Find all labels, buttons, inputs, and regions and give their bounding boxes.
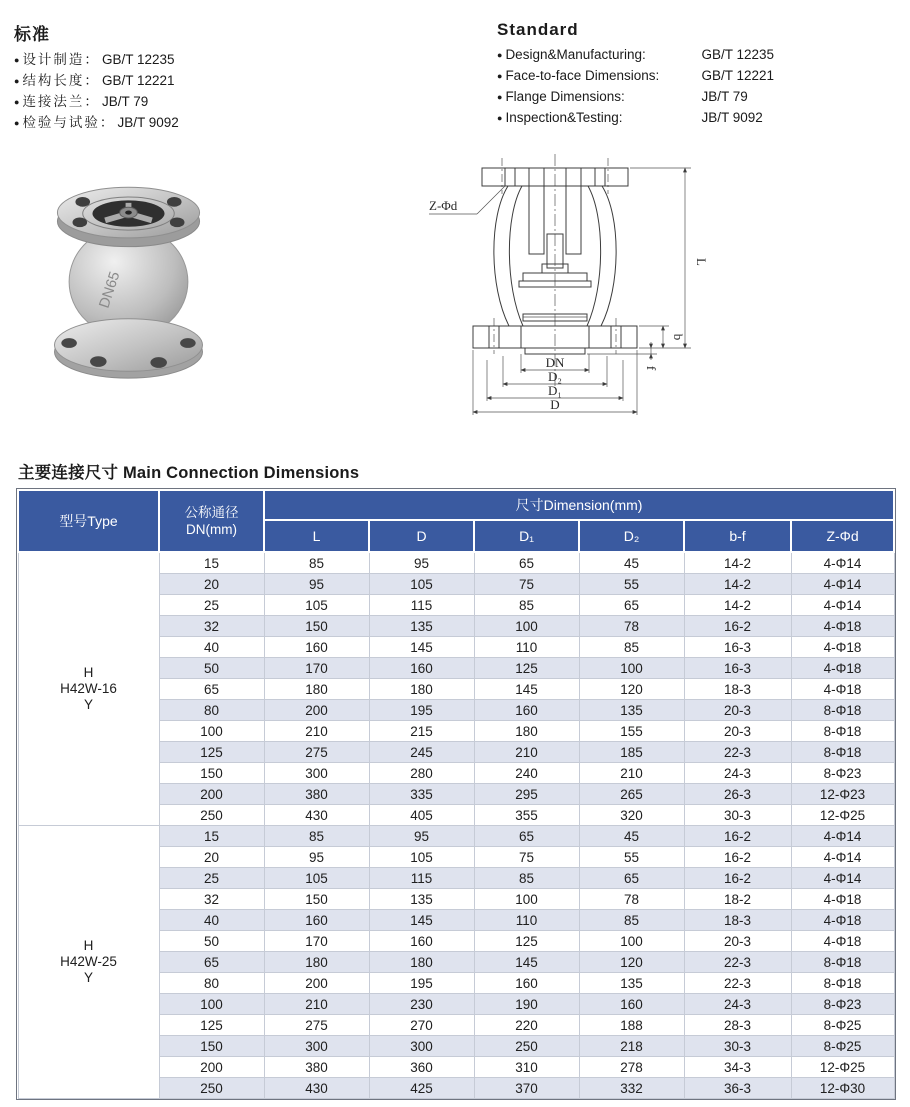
column-header-b-f: b-f	[684, 520, 791, 552]
column-header-z-d: Z-Φd	[791, 520, 894, 552]
bolt-hole	[61, 338, 77, 348]
dimension-cell: 125	[474, 658, 579, 679]
dimension-cell: 160	[369, 658, 474, 679]
dimension-cell: 135	[579, 700, 684, 721]
dimension-cell: 28-3	[684, 1015, 791, 1036]
dimension-cell: 360	[369, 1057, 474, 1078]
standard-cn-item-label: 检验与试验：	[22, 115, 116, 130]
dimension-cell: 45	[579, 552, 684, 574]
bolt-hole	[90, 356, 107, 367]
dimension-cell: 300	[264, 1036, 369, 1057]
dimension-cell: 4-Φ18	[791, 679, 894, 700]
column-header-l: L	[264, 520, 369, 552]
dimension-cell: 188	[579, 1015, 684, 1036]
column-header-d: D	[369, 520, 474, 552]
model-cell	[18, 826, 159, 1099]
dn-cell: 65	[159, 679, 264, 700]
dimension-cell: 120	[579, 679, 684, 700]
dimension-cell: 22-3	[684, 952, 791, 973]
dn-cell: 32	[159, 889, 264, 910]
dn-cell: 25	[159, 868, 264, 889]
dimension-cell: 430	[264, 805, 369, 826]
dimension-cell: 210	[474, 742, 579, 763]
dimension-cell: 16-3	[684, 658, 791, 679]
dimension-cell: 75	[474, 574, 579, 595]
dimension-cell: 125	[474, 931, 579, 952]
model-line: H42W-25	[60, 954, 117, 969]
dimension-cell: 180	[264, 952, 369, 973]
dimension-cell: 85	[474, 595, 579, 616]
dn-cell: 125	[159, 1015, 264, 1036]
dimension-cell: 145	[474, 952, 579, 973]
dimension-cell: 95	[369, 826, 474, 847]
dimension-cell: 65	[579, 868, 684, 889]
dimension-b	[639, 326, 686, 348]
column-header-dn	[159, 490, 264, 552]
dimension-cell: 26-3	[684, 784, 791, 805]
dimension-cell: 18-3	[684, 910, 791, 931]
dim-label-DN: DN	[545, 355, 565, 370]
table-row	[18, 826, 894, 847]
dn-cell: 80	[159, 700, 264, 721]
dimension-cell: 278	[579, 1057, 684, 1078]
dimension-cell: 4-Φ14	[791, 826, 894, 847]
bolt-hole	[167, 197, 182, 207]
dimension-cell: 12-Φ30	[791, 1078, 894, 1099]
dimension-cell: 85	[579, 910, 684, 931]
dn-cell: 25	[159, 595, 264, 616]
bullet-icon: ●	[497, 50, 503, 60]
dimension-cell: 240	[474, 763, 579, 784]
dimension-cell: 95	[369, 552, 474, 574]
dimension-cell: 14-2	[684, 595, 791, 616]
dimension-cell: 135	[579, 973, 684, 994]
standard-en-item-label: Face-to-face Dimensions:	[505, 68, 660, 83]
dn-cell: 125	[159, 742, 264, 763]
standards-cn-list	[14, 50, 454, 134]
dimension-cell: 245	[369, 742, 474, 763]
standard-en-item-value: GB/T 12235	[701, 47, 774, 62]
dimension-cell: 105	[264, 868, 369, 889]
bolt-hole	[170, 217, 185, 227]
dimension-cell: 110	[474, 637, 579, 658]
dimension-cell: 100	[474, 616, 579, 637]
dimension-cell: 310	[474, 1057, 579, 1078]
dimension-cell: 8-Φ18	[791, 952, 894, 973]
standard-cn-item	[14, 50, 454, 71]
dimension-cell: 115	[369, 868, 474, 889]
bullet-icon: ●	[14, 55, 20, 65]
dimension-cell: 190	[474, 994, 579, 1015]
bullet-icon: ●	[497, 92, 503, 102]
dimension-cell: 24-3	[684, 763, 791, 784]
bolt-hole	[180, 338, 196, 348]
dimension-cell: 12-Φ25	[791, 1057, 894, 1078]
dim-label-D1: D₁	[548, 383, 562, 398]
dimension-cell: 4-Φ18	[791, 637, 894, 658]
standard-en-item-label: Inspection&Testing:	[505, 110, 623, 125]
bolt-hole	[73, 217, 88, 227]
dimension-cell: 18-2	[684, 889, 791, 910]
dimension-cell: 370	[474, 1078, 579, 1099]
standard-en-item-label: Design&Manufacturing:	[505, 47, 646, 62]
dimension-cell: 78	[579, 889, 684, 910]
dimension-cell: 4-Φ18	[791, 616, 894, 637]
dimension-cell: 16-2	[684, 868, 791, 889]
dimension-cell: 34-3	[684, 1057, 791, 1078]
dimension-cell: 55	[579, 574, 684, 595]
dimension-cell: 8-Φ25	[791, 1036, 894, 1057]
dimension-cell: 4-Φ14	[791, 574, 894, 595]
dim-label-D2: D₂	[548, 369, 562, 384]
dimension-cell: 95	[264, 847, 369, 868]
dimension-cell: 22-3	[684, 742, 791, 763]
dn-cell: 20	[159, 574, 264, 595]
dimension-cell: 75	[474, 847, 579, 868]
standard-en-item-value: GB/T 12221	[701, 68, 774, 83]
dimension-cell: 215	[369, 721, 474, 742]
standard-cn-item-value: JB/T 9092	[117, 115, 179, 130]
dimension-cell: 100	[579, 931, 684, 952]
standard-cn-item-label: 结构长度：	[22, 73, 100, 88]
dimension-cell: 20-3	[684, 721, 791, 742]
dimension-cell: 8-Φ18	[791, 700, 894, 721]
dimension-cell: 95	[264, 574, 369, 595]
standard-en-item	[497, 66, 897, 87]
dimension-cell: 275	[264, 1015, 369, 1036]
dimension-cell: 30-3	[684, 805, 791, 826]
bolt-dimension-callout	[429, 186, 505, 214]
dimension-cell: 265	[579, 784, 684, 805]
dimension-cell: 85	[474, 868, 579, 889]
dn-cell: 250	[159, 805, 264, 826]
dimension-cell: 180	[474, 721, 579, 742]
bolt-hole	[75, 197, 90, 207]
dimension-cell: 16-2	[684, 847, 791, 868]
dn-cell: 15	[159, 552, 264, 574]
bullet-icon: ●	[497, 71, 503, 81]
dimension-cell: 210	[579, 763, 684, 784]
dn-cell: 32	[159, 616, 264, 637]
dimension-cell: 185	[579, 742, 684, 763]
dimension-cell: 300	[264, 763, 369, 784]
dimension-cell: 115	[369, 595, 474, 616]
model-line: H	[83, 938, 94, 953]
model-line: H42W-16	[60, 681, 117, 696]
dn-cell: 250	[159, 1078, 264, 1099]
dimension-cell: 160	[369, 931, 474, 952]
dimension-cell: 170	[264, 658, 369, 679]
dimension-cell: 4-Φ14	[791, 868, 894, 889]
dimension-cell: 24-3	[684, 994, 791, 1015]
standards-en-title: Standard	[497, 20, 579, 39]
dn-cell: 80	[159, 973, 264, 994]
dn-header-line2: DN(mm)	[186, 522, 237, 537]
dim-label-b: b	[671, 333, 686, 341]
dimension-cell: 55	[579, 847, 684, 868]
dimension-cell: 180	[369, 952, 474, 973]
column-header-type: 型号Type	[18, 490, 159, 552]
dimension-cell: 170	[264, 931, 369, 952]
dimension-cell: 14-2	[684, 552, 791, 574]
dimension-cell: 195	[369, 973, 474, 994]
dn-cell: 40	[159, 910, 264, 931]
dimension-cell: 105	[369, 574, 474, 595]
dimension-cell: 8-Φ18	[791, 721, 894, 742]
standard-cn-item	[14, 92, 454, 113]
dimension-cell: 180	[369, 679, 474, 700]
dimension-cell: 145	[369, 910, 474, 931]
dimension-cell: 65	[579, 595, 684, 616]
bullet-icon: ●	[14, 118, 20, 128]
dn-header-line1: 公称通径	[184, 505, 239, 520]
dimension-cell: 12-Φ25	[791, 805, 894, 826]
dimension-cell: 230	[369, 994, 474, 1015]
dimension-cell: 16-3	[684, 637, 791, 658]
dim-label-f: f	[644, 365, 659, 371]
dimension-cell: 145	[369, 637, 474, 658]
dimension-cell: 135	[369, 616, 474, 637]
dimension-cell: 4-Φ14	[791, 552, 894, 574]
standard-en-item-value: JB/T 9092	[701, 110, 763, 125]
main-connection-dimensions-table	[17, 489, 895, 1099]
dimension-cell: 65	[474, 552, 579, 574]
dimension-L	[630, 168, 709, 348]
dimension-cell: 8-Φ18	[791, 973, 894, 994]
dimension-cell: 100	[579, 658, 684, 679]
standard-cn-item-label: 连接法兰：	[22, 94, 100, 109]
dimension-cell: 295	[474, 784, 579, 805]
standards-section-en	[497, 20, 897, 129]
dn-cell: 200	[159, 784, 264, 805]
standard-cn-item-value: GB/T 12235	[101, 52, 175, 67]
dimension-cell: 22-3	[684, 973, 791, 994]
dimension-cell: 160	[264, 637, 369, 658]
dimension-cell: 150	[264, 889, 369, 910]
bullet-icon: ●	[14, 97, 20, 107]
dimension-cell: 36-3	[684, 1078, 791, 1099]
dimension-cell: 200	[264, 700, 369, 721]
dimension-cell: 4-Φ14	[791, 847, 894, 868]
standard-en-item	[497, 108, 897, 129]
dimension-cell: 8-Φ23	[791, 994, 894, 1015]
dimension-cell: 280	[369, 763, 474, 784]
dimension-cell: 220	[474, 1015, 579, 1036]
dimension-cell: 20-3	[684, 931, 791, 952]
dimension-cell: 4-Φ18	[791, 910, 894, 931]
dn-cell: 200	[159, 1057, 264, 1078]
dimension-cell: 200	[264, 973, 369, 994]
dimension-cell: 105	[264, 595, 369, 616]
dimension-cell: 110	[474, 910, 579, 931]
standards-cn-title: 标准	[14, 25, 50, 44]
valve-photo-image	[36, 160, 221, 382]
dn-cell: 50	[159, 658, 264, 679]
dimension-cell: 160	[264, 910, 369, 931]
dimension-cell: 20-3	[684, 700, 791, 721]
standard-cn-item	[14, 113, 454, 134]
dimension-cell: 100	[474, 889, 579, 910]
dimension-cell: 105	[369, 847, 474, 868]
dimension-cell: 425	[369, 1078, 474, 1099]
standard-en-item-value: JB/T 79	[701, 89, 748, 104]
model-cell	[18, 552, 159, 826]
dimension-cell: 8-Φ18	[791, 742, 894, 763]
dn-cell: 15	[159, 826, 264, 847]
dimension-cell: 218	[579, 1036, 684, 1057]
column-header-d-: D₂	[579, 520, 684, 552]
valve-top-flange	[57, 187, 199, 246]
dimension-cell: 180	[264, 679, 369, 700]
dimension-cell: 85	[264, 552, 369, 574]
dimension-cell: 430	[264, 1078, 369, 1099]
dimension-cell: 320	[579, 805, 684, 826]
standard-en-item	[497, 45, 897, 66]
dimension-cell: 4-Φ14	[791, 595, 894, 616]
dimension-cell: 8-Φ23	[791, 763, 894, 784]
dim-label-z-phi-d: Z-Φd	[429, 198, 458, 213]
dimension-cell: 65	[474, 826, 579, 847]
dimension-cell: 405	[369, 805, 474, 826]
standard-en-item-label: Flange Dimensions:	[505, 89, 625, 104]
dimension-cell: 30-3	[684, 1036, 791, 1057]
dimension-cell: 4-Φ18	[791, 931, 894, 952]
dimension-cell: 16-2	[684, 826, 791, 847]
dim-label-L: L	[694, 258, 709, 266]
dimension-cell: 12-Φ23	[791, 784, 894, 805]
model-line: Y	[83, 970, 93, 985]
dimension-cell: 8-Φ25	[791, 1015, 894, 1036]
dimension-cell: 250	[474, 1036, 579, 1057]
dimension-cell: 160	[579, 994, 684, 1015]
dimension-cell: 4-Φ18	[791, 889, 894, 910]
dimension-cell: 16-2	[684, 616, 791, 637]
dimension-cell: 275	[264, 742, 369, 763]
dimension-cell: 120	[579, 952, 684, 973]
dimension-cell: 135	[369, 889, 474, 910]
dn-cell: 65	[159, 952, 264, 973]
dimension-cell: 380	[264, 784, 369, 805]
dn-cell: 100	[159, 994, 264, 1015]
standards-section-cn	[14, 20, 454, 134]
dimension-cell: 335	[369, 784, 474, 805]
standard-cn-item-label: 设计制造：	[22, 52, 100, 67]
dimension-cell: 18-3	[684, 679, 791, 700]
dimension-cell: 332	[579, 1078, 684, 1099]
table-title: 主要连接尺寸 Main Connection Dimensions	[18, 464, 360, 482]
model-line: H	[83, 665, 94, 680]
bullet-icon: ●	[14, 76, 20, 86]
dim-label-D: D	[550, 397, 560, 412]
dimension-cell: 160	[474, 700, 579, 721]
dn-cell: 50	[159, 931, 264, 952]
dimension-cell: 85	[264, 826, 369, 847]
dimension-cell: 270	[369, 1015, 474, 1036]
dimension-cell: 195	[369, 700, 474, 721]
table-row	[18, 552, 894, 574]
standard-cn-item-value: JB/T 79	[101, 94, 149, 109]
dimension-cell: 210	[264, 721, 369, 742]
column-header-dimension-group: 尺寸Dimension(mm)	[264, 490, 894, 520]
dimension-cell: 145	[474, 679, 579, 700]
dn-cell: 150	[159, 1036, 264, 1057]
dn-cell: 20	[159, 847, 264, 868]
dimension-cell: 14-2	[684, 574, 791, 595]
dimension-cell: 380	[264, 1057, 369, 1078]
valve-cross-section-diagram	[425, 146, 725, 418]
dimension-cell: 355	[474, 805, 579, 826]
standard-en-item	[497, 87, 897, 108]
dimension-cell: 78	[579, 616, 684, 637]
dn-cell: 40	[159, 637, 264, 658]
dimension-cell: 300	[369, 1036, 474, 1057]
standard-cn-item	[14, 71, 454, 92]
dimension-cell: 45	[579, 826, 684, 847]
column-header-d-: D₁	[474, 520, 579, 552]
dimension-cell: 210	[264, 994, 369, 1015]
standards-en-list	[497, 45, 897, 129]
bolt-hole	[150, 357, 167, 368]
valve-bottom-flange	[55, 319, 203, 378]
dimension-cell: 150	[264, 616, 369, 637]
dn-cell: 100	[159, 721, 264, 742]
dn-cell: 150	[159, 763, 264, 784]
dimension-cell: 4-Φ18	[791, 658, 894, 679]
dimension-cell: 160	[474, 973, 579, 994]
valve-body-marking: DN65	[96, 269, 124, 311]
model-line: Y	[83, 697, 93, 712]
bullet-icon: ●	[497, 113, 503, 123]
dimension-cell: 155	[579, 721, 684, 742]
standard-cn-item-value: GB/T 12221	[101, 73, 175, 88]
dimension-cell: 85	[579, 637, 684, 658]
